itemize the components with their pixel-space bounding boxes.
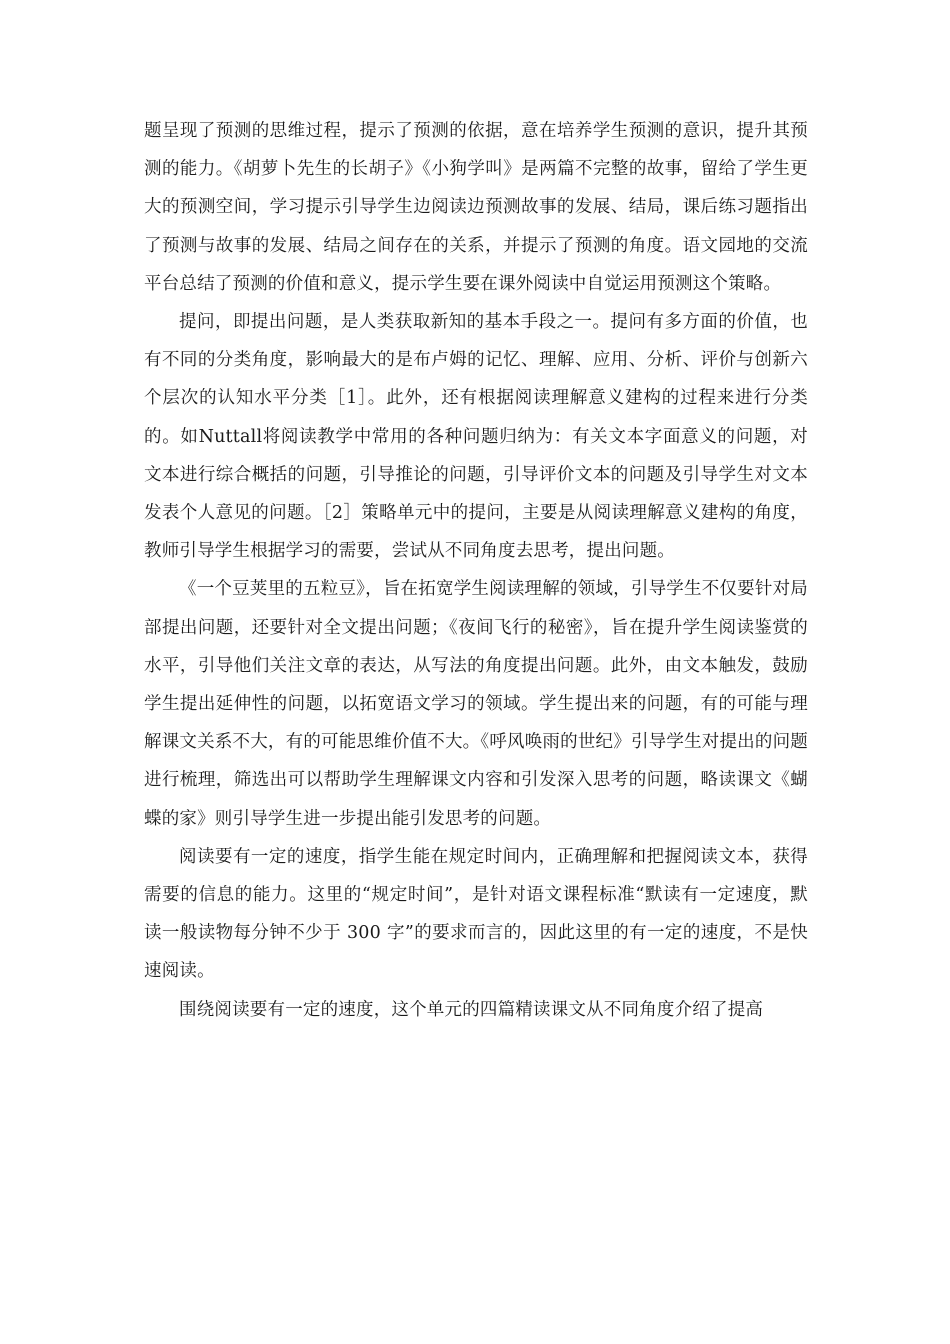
paragraph-5: 围绕阅读要有一定的速度，这个单元的四篇精读课文从不同角度介绍了提高 [179,999,764,1020]
paragraph-2: 提问，即提出问题，是人类获取新知的基本手段之一。提问有多方面的价值，也有不同的分类角度，影响最大的是布卢姆的记忆、理解、应用、分析、评价与创新六个层次的认知水平分类［1］。此外，还有根据阅读理解意义建构的过程来进行分类的。如Nuttall将阅读教学中常用的各种问题归纳为：有关文本字面意义的问题，对文本进行综合概括的问题，引导推论的问题，引导评价文本的问题及引导学生对文本发表个人意见的问题。［2］策略单元中的提问，主要是从阅读理解意义建构的角度，教师引导学生根据学习的需要，尝试从不同角度去思考，提出问题。 [144,312,808,562]
paragraph-3: 《一个豆荚里的五粒豆》，旨在拓宽学生阅读理解的领域，引导学生不仅要针对局部提出问题，还要针对全文提出问题；《夜间飞行的秘密》，旨在提升学生阅读鉴赏的水平，引导他们关注文章的表达，从写法的角度提出问题。此外，由文本触发，鼓励学生提出延伸性的问题，以拓宽语文学习的领域。学生提出来的问题，有的可能与理解课文关系不大，有的可能思维价值不大。《呼风唤雨的世纪》引导学生对提出的问题进行梳理，筛选出可以帮助学生理解课文内容和引发深入思考的问题，略读课文《蝴蝶的家》则引导学生进一步提出能引发思考的问题。 [144,579,808,829]
paragraph-4: 阅读要有一定的速度，指学生能在规定时间内，正确理解和把握阅读文本，获得需要的信息的能力。这里的“规定时间”，是针对语文课程标准“默读有一定速度，默读一般读物每分钟不少于 300 字”的要求而言的，因此这里的有一定的速度，不是快速阅读。 [144,846,808,982]
paragraph-1: 题呈现了预测的思维过程，提示了预测的依据，意在培养学生预测的意识，提升其预测的能力。《胡萝卜先生的长胡子》《小狗学叫》是两篇不完整的故事，留给了学生更大的预测空间，学习提示引导学生边阅读边预测故事的发展、结局，课后练习题指出了预测与故事的发展、结局之间存在的关系，并提示了预测的角度。语文园地的交流平台总结了预测的价值和意义，提示学生要在课外阅读中自觉运用预测这个策略。 [144,121,808,294]
document-body [144,112,808,1029]
